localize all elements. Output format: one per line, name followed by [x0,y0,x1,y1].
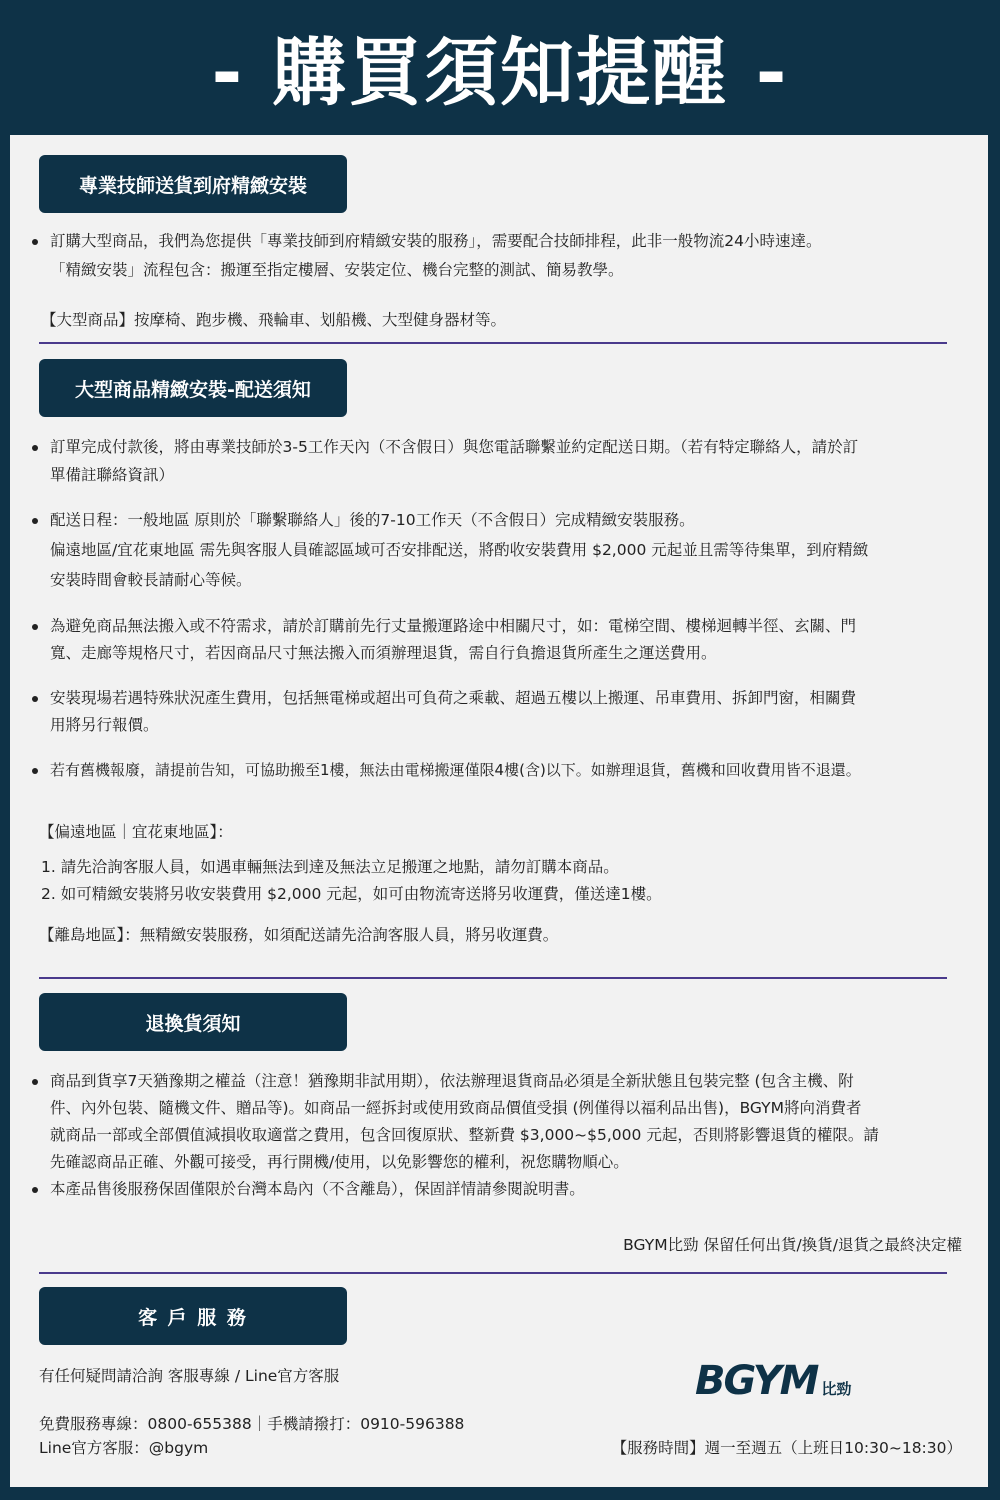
text-line: 用將另行報價。 [50,716,159,734]
bullet [32,445,38,451]
bullet [32,518,38,524]
logo-text: BGYM [695,1358,818,1404]
text-line: 配送日程：一般地區 原則於「聯繫聯絡人」後的7-10工作天（不含假日）完成精緻安裝服務。 [50,511,695,529]
section-heading-returns: 退換貨須知 [39,993,347,1051]
text-line: 【偏遠地區｜宜花東地區】： [39,823,233,841]
text-line: 訂單完成付款後，將由專業技師於3-5工作天內（不含假日）與您電話聯繫並約定配送日期。（若有特定聯絡人，請於訂 [50,438,859,456]
logo-text-cn: 比勁 [821,1380,852,1398]
bullet [32,696,38,702]
service-hours: 【服務時間】週一至週五（上班日10:30~18:30） [611,1439,962,1457]
text-line: 就商品一部或全部價值減損收取適當之費用，包含回復原狀、整新費 $3,000~$5,000 元起，否則將影響退貨的權限。請 [50,1126,879,1144]
section-heading-delivery: 大型商品精緻安裝-配送須知 [39,359,347,417]
divider [39,1272,947,1274]
page-title: - 購買須知提醒 - [211,30,789,116]
bullet [32,239,38,245]
text-line: 為避免商品無法搬入或不符需求，請於訂購前先行丈量搬運路途中相關尺寸，如：電梯空間、樓梯迴轉半徑、玄關、門 [50,617,857,635]
text-line: 訂購大型商品，我們為您提供「專業技師到府精緻安裝的服務」，需要配合技師排程，此非一般物流24小時速達。 [50,232,822,250]
text-line: 安裝時間會較長請耐心等候。 [50,571,252,589]
bullet [32,1187,38,1193]
text-line: 商品到貨享7天猶豫期之權益（注意！猶豫期非試用期），依法辦理退貨商品必須是全新狀態且包裝完整 (包含主機、附 [50,1072,854,1090]
text-line: 先確認商品正確、外觀可接受，再行開機/使用，以免影響您的權利，祝您購物順心。 [50,1153,629,1171]
divider [39,342,947,344]
text-line: 【離島地區】：無精緻安裝服務，如須配送請先洽詢客服人員，將另收運費。 [39,926,559,944]
text-line: 2. 如可精緻安裝將另收安裝費用 $2,000 元起，如可由物流寄送將另收運費，僅送達1樓。 [41,885,662,903]
text-line: 安裝現場若遇特殊狀況產生費用，包括無電梯或超出可負荷之乘載、超過五樓以上搬運、吊車費用、拆卸門窗，相關費 [50,689,857,707]
text-line: 「精緻安裝」流程包含：搬運至指定樓層、安裝定位、機台完整的測試、簡易教學。 [50,261,624,279]
text-line: 若有舊機報廢，請提前告知，可協助搬至1樓，無法由電梯搬運僅限4樓(含)以下。如辦理退貨，舊機和回收費用皆不退還。 [50,761,861,779]
text-line: 有任何疑問請洽詢 客服專線 / Line官方客服 [39,1367,340,1385]
bullet [32,1079,38,1085]
section-heading-customer-service: 客 戶 服 務 [39,1287,347,1345]
line-id-text: Line官方客服：@bgym [39,1439,209,1457]
section-heading-installation: 專業技師送貨到府精緻安裝 [39,155,347,213]
divider [39,977,947,979]
bullet [32,768,38,774]
text-line: 偏遠地區/宜花東地區 需先與客服人員確認區域可否安排配送，將酌收安裝費用 $2,000 元起並且需等待集單，到府精緻 [50,541,869,559]
bgym-logo [695,1358,852,1404]
phone-text: 免費服務專線：0800-655388｜手機請撥打：0910-596388 [39,1415,465,1433]
text-line: 1. 請先洽詢客服人員，如遇車輛無法到達及無法立足搬運之地點，請勿訂購本商品。 [41,858,619,876]
notice-panel [10,135,988,1487]
text-line: 單備註聯絡資訊） [50,466,175,484]
text-line: 本產品售後服務保固僅限於台灣本島內（不含離島），保固詳情請參閱說明書。 [50,1180,585,1198]
text-line: BGYM比勁 保留任何出貨/換貨/退貨之最終決定權 [623,1236,962,1254]
text-line: 寬、走廊等規格尺寸，若因商品尺寸無法搬入而須辦理退貨，需自行負擔退貨所產生之運送費用。 [50,644,717,662]
bullet [32,624,38,630]
text-line: 【大型商品】按摩椅、跑步機、飛輪車、划船機、大型健身器材等。 [41,311,507,329]
text-line: 件、內外包裝、隨機文件、贈品等)。如商品一經拆封或使用致商品價值受損 (例僅得以福利品出售)，BGYM將向消費者 [50,1099,862,1117]
